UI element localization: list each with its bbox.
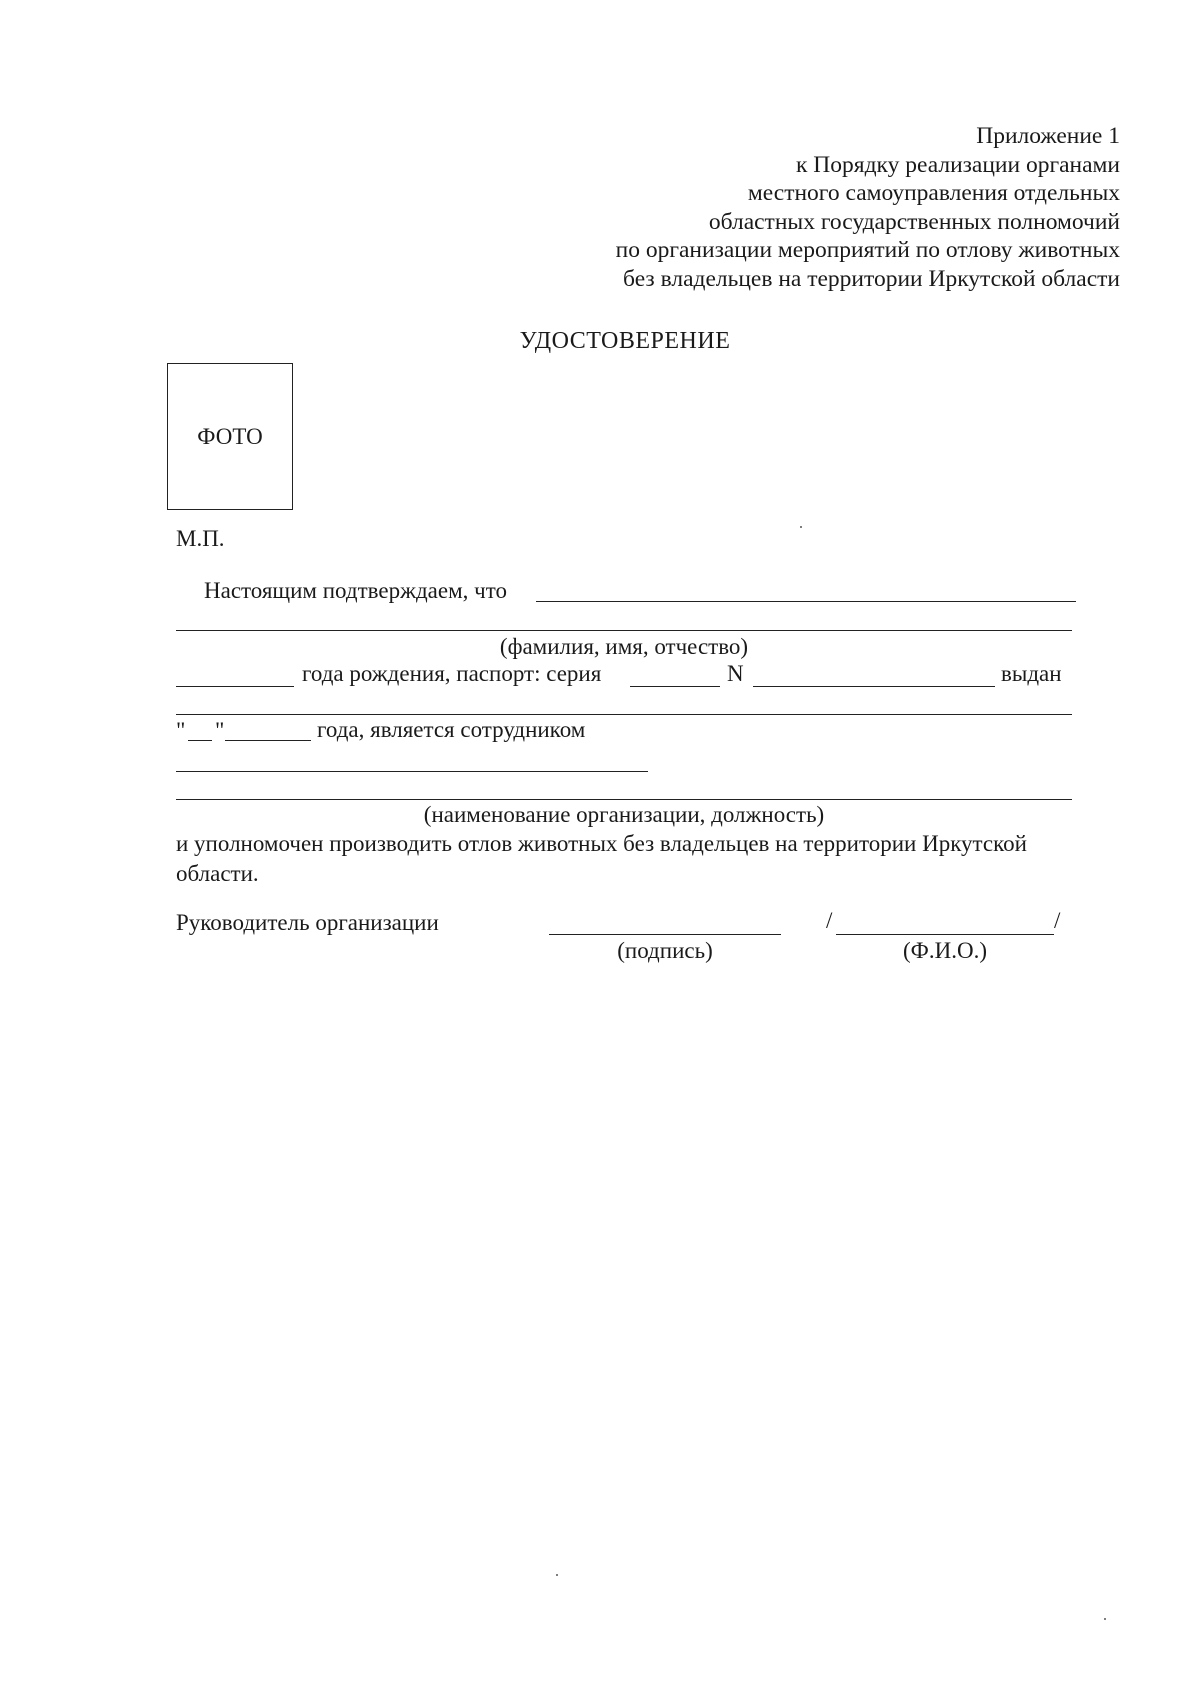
appendix-line: к Порядку реализации органами [796, 151, 1120, 178]
day-input-line[interactable] [188, 740, 212, 741]
date-quote-open: " [176, 718, 186, 743]
signature-caption: (подпись) [617, 938, 713, 963]
appendix-line: без владельцев на территории Иркутской области [623, 265, 1120, 292]
confirm-text: Настоящим подтверждаем, что [204, 578, 507, 603]
date-quote-close: " [215, 718, 225, 743]
passport-series-input-line[interactable] [630, 686, 720, 687]
scan-dot [556, 1574, 558, 1576]
issued-by-input-line[interactable] [176, 714, 1072, 715]
scan-dot [1104, 1618, 1106, 1620]
month-input-line[interactable] [225, 740, 311, 741]
appendix-header [616, 122, 1120, 293]
stamp-label: М.П. [176, 526, 225, 551]
issued-text: выдан [1001, 661, 1062, 686]
birth-year-text: года рождения, паспорт: серия [302, 661, 602, 686]
head-fio-input-line[interactable] [836, 934, 1054, 935]
fio-slash-left: / [826, 908, 833, 933]
organization-input-line-2[interactable] [176, 799, 1072, 800]
appendix-line: областных государственных полномочий [708, 208, 1120, 235]
appendix-line: по организации мероприятий по отлову животных [615, 237, 1120, 263]
signature-input-line[interactable] [549, 934, 781, 935]
employee-text: года, является сотрудником [317, 717, 586, 742]
fio-input-line-2[interactable] [176, 630, 1072, 631]
organization-input-line-1[interactable] [176, 771, 648, 772]
authorization-text-line-1: и уполномочен производить отлов животных без владельцев на территории Иркутской [176, 831, 1027, 856]
birth-year-input-line[interactable] [176, 686, 294, 687]
document-title: УДОСТОВЕРЕНИЕ [519, 328, 731, 354]
organization-caption: (наименование организации, должность) [423, 802, 825, 827]
head-of-organization-label: Руководитель организации [176, 910, 439, 935]
authorization-text-line-2: области. [176, 861, 259, 886]
head-fio-caption: (Ф.И.О.) [903, 938, 987, 963]
fio-caption: (фамилия, имя, отчество) [499, 634, 749, 659]
scan-dot [800, 526, 802, 528]
appendix-line: местного самоуправления отдельных [747, 180, 1120, 206]
fio-slash-right: / [1054, 908, 1061, 933]
appendix-line: Приложение 1 [976, 123, 1120, 149]
photo-placeholder [167, 363, 293, 510]
photo-label: ФОТО [197, 424, 263, 449]
number-sign: N [727, 661, 744, 686]
passport-number-input-line[interactable] [753, 686, 995, 687]
fio-input-line-1[interactable] [536, 601, 1076, 602]
